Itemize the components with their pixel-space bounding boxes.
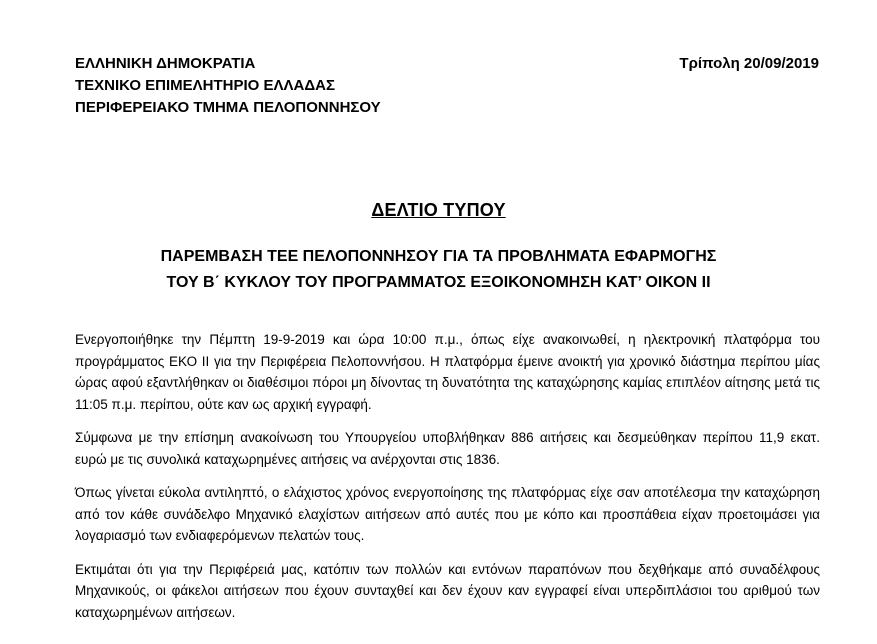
body-paragraph: Σύμφωνα με την επίσημη ανακοίνωση του Υπουργείου υποβλήθηκαν 886 αιτήσεις και δεσμεύθηκαν περίπου 11,9 εκατ. ευρώ με τις συνολικά καταχωρημένες αιτήσεις να ανέρχονται στις 1836. bbox=[75, 430, 820, 467]
document-body bbox=[75, 329, 820, 635]
org-line-chamber: ΤΕΧΝΙΚΟ ΕΠΙΜΕΛΗΤΗΡΙΟ ΕΛΛΑΔΑΣ bbox=[75, 77, 335, 94]
body-paragraph: Εκτιμάται ότι για την Περιφέρειά μας, κατόπιν των πολλών και εντόνων παραπόνων που δεχθήκαμε από συναδέλφους Μηχανικούς, οι φάκελοι αιτήσεων που έχουν συνταχθεί και δεν έχουν καν εγγραφεί είναι υπερδιπλάσιοι του αριθμού των καταχωρημένων αιτήσεων. bbox=[75, 561, 820, 620]
org-line-department: ΠΕΡΙΦΕΡΕΙΑΚΟ ΤΜΗΜΑ ΠΕΛΟΠΟΝΝΗΣΟΥ bbox=[75, 99, 381, 116]
subtitle-line-2: ΤΟΥ Β΄ ΚΥΚΛΟΥ ΤΟΥ ΠΡΟΓΡΑΜΜΑΤΟΣ ΕΞΟΙΚΟΝΟΜΗΣΗ ΚΑΤ’ ΟΙΚΟΝ ΙΙ bbox=[166, 274, 711, 291]
document-subtitle bbox=[60, 244, 817, 296]
body-paragraph: Ενεργοποιήθηκε την Πέμπτη 19-9-2019 και ώρα 10:00 π.μ., όπως είχε ανακοινωθεί, η ηλεκτρονική πλατφόρμα του προγράμματος ΕΚΟ ΙΙ για την Περιφέρεια Πελοποννήσου. Η πλατφόρμα έμεινε ανοικτή για χρονικό διάστημα περίπου μίας ώρας αφού εξαντλήθηκαν οι διαθέσιμοι πόροι μη δίνοντας τη δυνατότητα της καταχώρησης καμίας επιπλέον αίτησης μετά τις 11:05 π.μ. περίπου, ούτε καν ως αρχική εγγραφή. bbox=[75, 332, 820, 412]
subtitle-line-1: ΠΑΡΕΜΒΑΣΗ ΤΕΕ ΠΕΛΟΠΟΝΝΗΣΟΥ ΓΙΑ ΤΑ ΠΡΟΒΛΗΜΑΤΑ ΕΦΑΡΜΟΓΗΣ bbox=[160, 248, 717, 265]
document-title: ΔΕΛΤΙΟ ΤΥΠΟΥ bbox=[371, 200, 506, 220]
org-line-republic: ΕΛΛΗΝΙΚΗ ΔΗΜΟΚΡΑΤΙΑ bbox=[75, 55, 256, 72]
body-paragraph: Όπως γίνεται εύκολα αντιληπτό, ο ελάχιστος χρόνος ενεργοποίησης της πλατφόρμας είχε σαν αποτέλεσμα την καταχώρηση από τον κάθε συνάδελφο Μηχανικό ελαχίστων αιτήσεων από αυτές που με κόπο και προσπάθεια είχαν προετοιμάσει για λογαριασμό των ενδιαφερόμενων πελατών τους. bbox=[75, 485, 820, 543]
organization-header bbox=[75, 53, 381, 119]
place-date: Τρίπολη 20/09/2019 bbox=[679, 55, 819, 72]
